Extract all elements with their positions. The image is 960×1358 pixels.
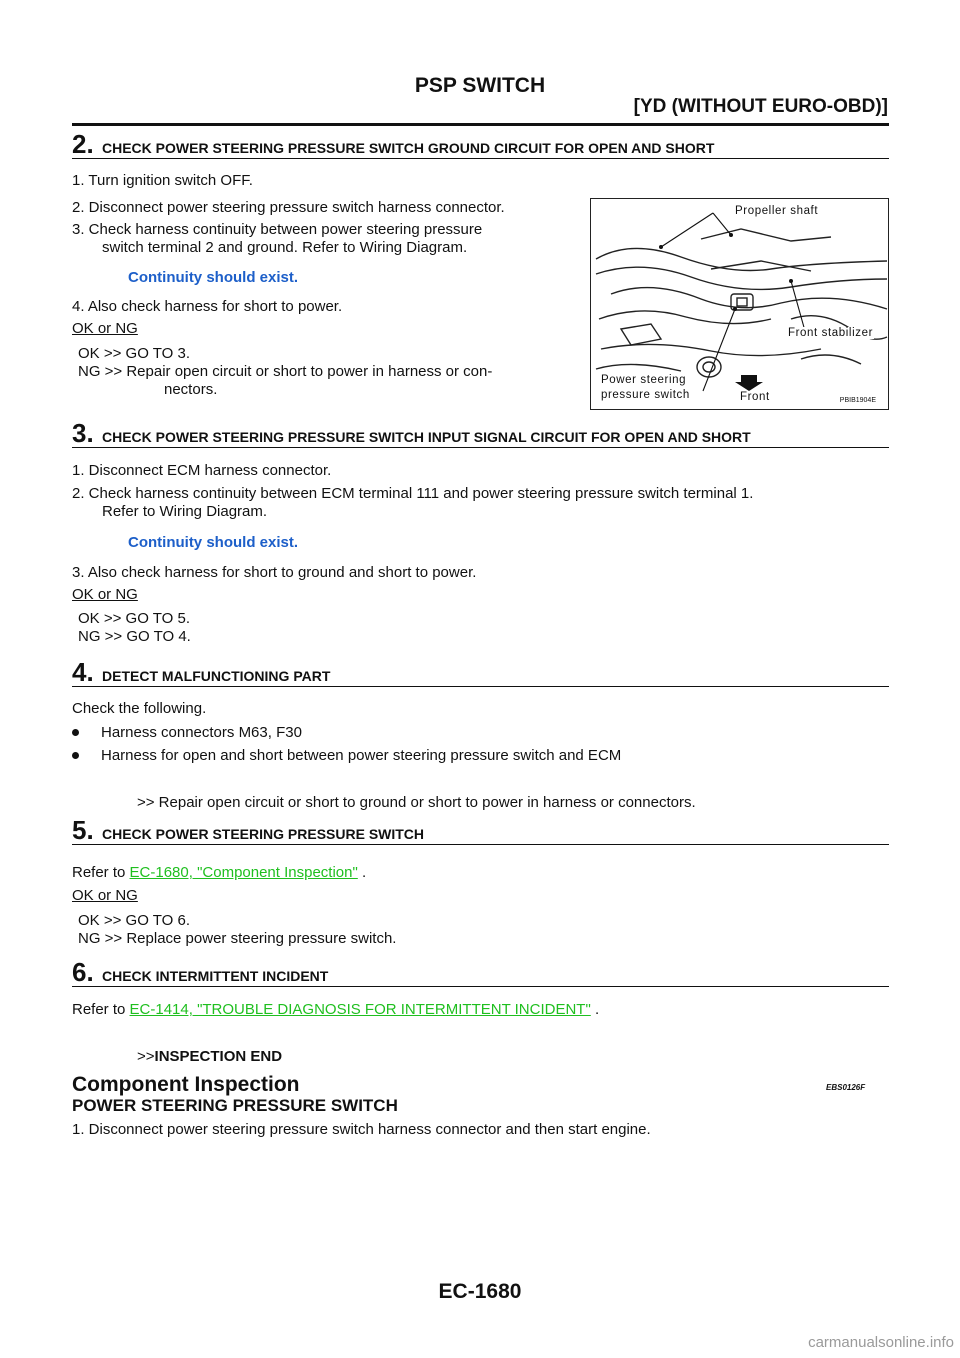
step-6-result: >>INSPECTION END — [137, 1048, 283, 1065]
section-title: Component Inspection — [72, 1073, 300, 1096]
step-2-title: CHECK POWER STEERING PRESSURE SWITCH GROUND CIRCUIT FOR OPEN AND SHORT — [102, 140, 715, 156]
step-4-heading — [72, 657, 889, 687]
step-5-number: 5. — [72, 815, 94, 845]
bullet-icon — [72, 752, 79, 759]
step-5-ng: NG >> Replace power steering pressure switch. — [78, 930, 397, 947]
step-5-ok: OK >> GO TO 6. — [78, 912, 190, 929]
step-6-number: 6. — [72, 957, 94, 987]
step-5-okng: OK or NG — [72, 887, 138, 904]
step-2-line-3: 3. Check harness continuity between power steering pressure — [72, 221, 483, 238]
step-3-line-2: 2. Check harness continuity between ECM terminal 111 and power steering pressure switch terminal 1. — [72, 485, 754, 502]
header-rule — [72, 123, 889, 126]
page-title: PSP SWITCH — [414, 74, 546, 97]
step-3-okng: OK or NG — [72, 586, 138, 603]
step-2-okng: OK or NG — [72, 320, 138, 337]
inspection-end-text: INSPECTION END — [154, 1048, 283, 1065]
step-4-intro: Check the following. — [72, 700, 207, 717]
step-4-title: DETECT MALFUNCTIONING PART — [102, 668, 331, 684]
propeller-shaft-illustration — [590, 198, 889, 410]
step-4-result: >> Repair open circuit or short to ground or short to power in harness or connectors. — [137, 794, 696, 811]
step-4-number: 4. — [72, 657, 94, 687]
step-6-refer-line: Refer to EC-1414, "TROUBLE DIAGNOSIS FOR INTERMITTENT INCIDENT" . — [72, 1001, 600, 1018]
step-2-line-2: 2. Disconnect power steering pressure switch harness connector. — [72, 199, 505, 216]
figure-code: PBIB1904E — [839, 397, 876, 404]
step-3-line-3: 3. Also check harness for short to ground and short to power. — [72, 564, 477, 581]
step-3-line-2-cont: Refer to Wiring Diagram. — [102, 503, 268, 520]
step-2-line-4: 4. Also check harness for short to power. — [72, 298, 343, 315]
bullet-icon — [72, 729, 79, 736]
label-power-steering: Power steering — [601, 374, 687, 386]
component-inspection-link[interactable]: EC-1680, "Component Inspection" — [129, 864, 358, 881]
step-5-refer-line: Refer to EC-1680, "Component Inspection" . — [72, 864, 367, 881]
label-front: Front — [740, 391, 770, 403]
step-2-line-3-cont: switch terminal 2 and ground. Refer to Wiring Diagram. — [102, 239, 468, 256]
step-2-spec: Continuity should exist. — [128, 269, 299, 286]
watermark: carmanualsonline.info — [808, 1334, 954, 1351]
step-3-number: 3. — [72, 418, 94, 448]
section-code: EBS0126F — [826, 1083, 866, 1092]
step-5-heading — [72, 815, 889, 845]
section-subtitle: POWER STEERING PRESSURE SWITCH — [72, 1096, 398, 1115]
list-item: Harness for open and short between power steering pressure switch and ECM — [72, 747, 621, 765]
step-2-ng: NG >> Repair open circuit or short to power in harness or con- — [78, 363, 493, 380]
page-subtitle: [YD (WITHOUT EURO-OBD)] — [633, 96, 888, 117]
step-2-heading — [72, 129, 889, 159]
step-5-title: CHECK POWER STEERING PRESSURE SWITCH — [102, 826, 425, 842]
component-line-1: 1. Disconnect power steering pressure switch harness connector and then start engine. — [72, 1121, 651, 1138]
step-2-line-1: 1. Turn ignition switch OFF. — [72, 172, 253, 189]
page-number: EC-1680 — [438, 1280, 522, 1303]
label-front-stabilizer: Front stabilizer — [788, 327, 874, 339]
step-3-line-1: 1. Disconnect ECM harness connector. — [72, 462, 332, 479]
step-3-title: CHECK POWER STEERING PRESSURE SWITCH INPUT SIGNAL CIRCUIT FOR OPEN AND SHORT — [102, 429, 751, 445]
intermittent-incident-link[interactable]: EC-1414, "TROUBLE DIAGNOSIS FOR INTERMITTENT INCIDENT" — [129, 1001, 591, 1018]
step-3-spec: Continuity should exist. — [128, 534, 299, 551]
step-3-ok: OK >> GO TO 5. — [78, 610, 190, 627]
step-6-title: CHECK INTERMITTENT INCIDENT — [102, 968, 329, 984]
step-2-number: 2. — [72, 129, 94, 159]
step-2-ok: OK >> GO TO 3. — [78, 345, 190, 362]
label-pressure-switch: pressure switch — [601, 389, 690, 401]
step-3-ng: NG >> GO TO 4. — [78, 628, 191, 645]
step-3-heading — [72, 418, 889, 448]
step-6-heading — [72, 957, 889, 987]
list-item: Harness connectors M63, F30 — [72, 724, 302, 742]
label-propeller-shaft: Propeller shaft — [735, 205, 819, 217]
step-2-ng-cont: nectors. — [164, 381, 218, 398]
